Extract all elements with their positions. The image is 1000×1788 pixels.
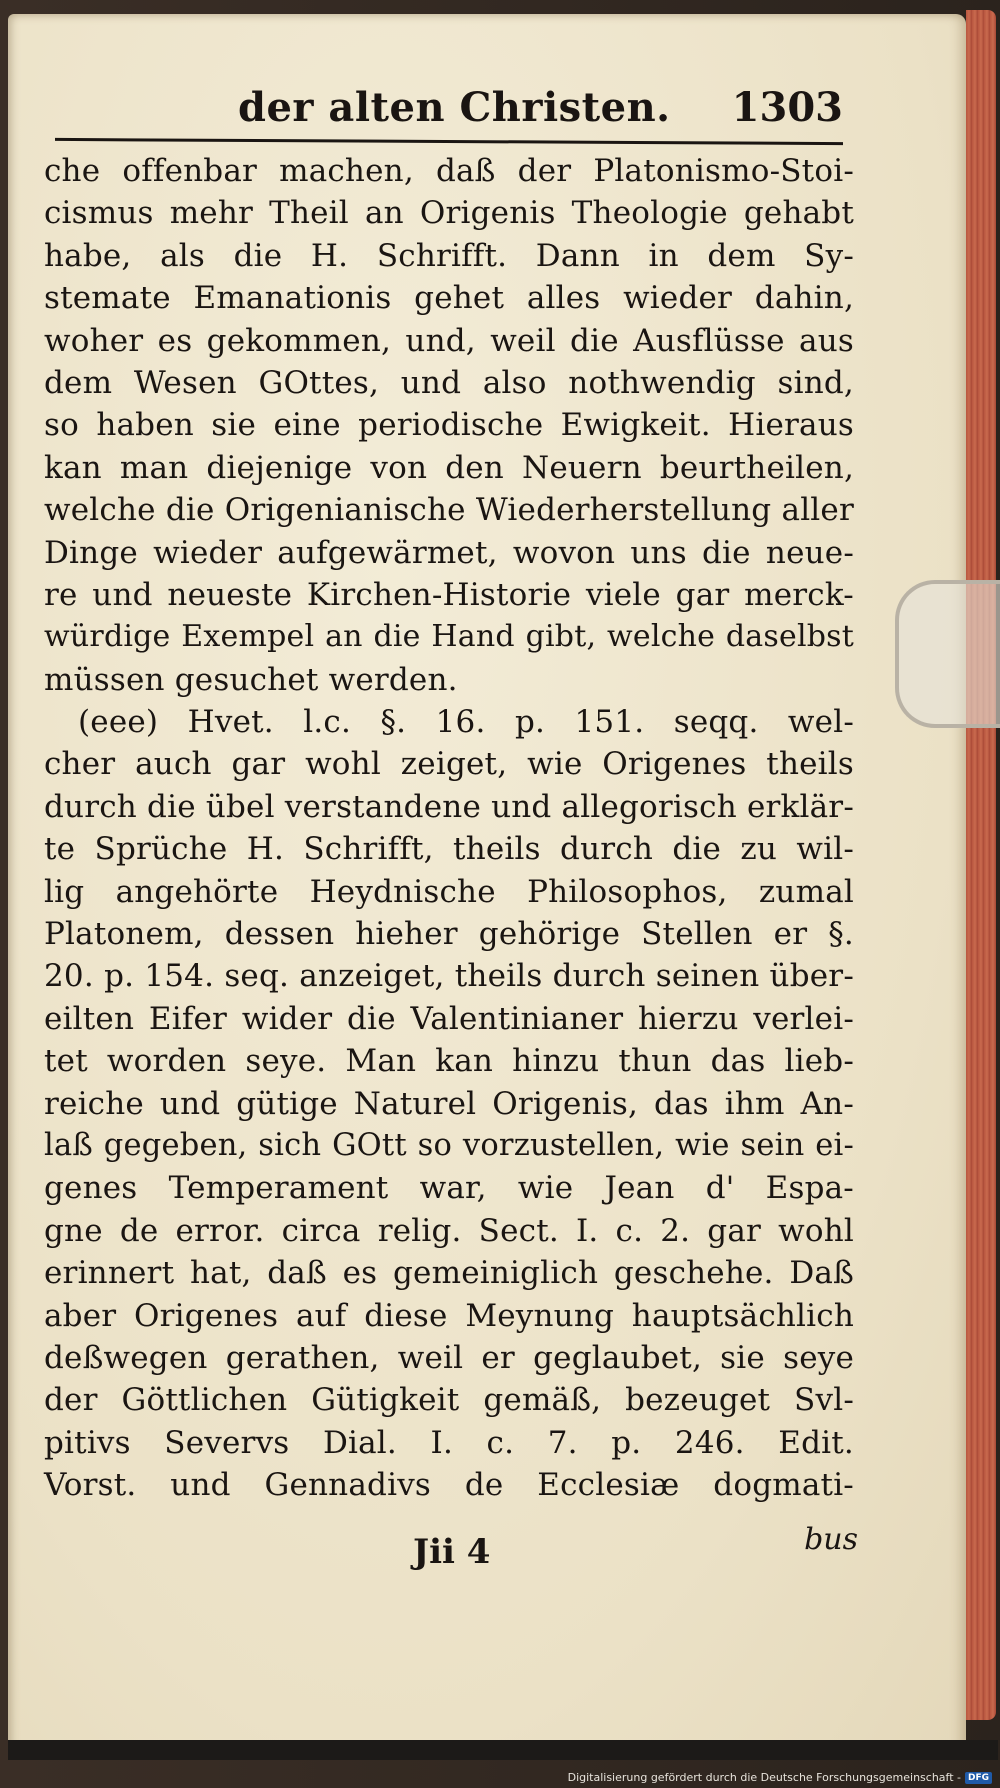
text-line: che offenbar machen, daß der Platonismo-Stoi- [44,153,854,189]
text-line: lig angehörte Heydnische Philosophos, zumal [44,873,854,910]
text-line: dem Wesen GOttes, und also nothwendig sind, [44,364,854,401]
text-line: tet worden seye. Man kan hinzu thun das lieb- [44,1043,854,1080]
text-line: welche die Origenianische Wiederherstellung aller [44,492,854,529]
text-line: erinnert hat, daß es gemeiniglich geschehe. Daß [44,1255,854,1292]
text-line: reiche und gütige Naturel Origenis, das ihm An- [44,1085,854,1122]
page-number: 1303 [731,84,843,131]
page-bottom-shadow [8,1740,998,1760]
credit-text: Digitalisierung gefördert durch die Deutsche Forschungsgemeinschaft - [567,1771,961,1784]
text-line: durch die übel verstandene und allegorisch erklär- [44,788,854,825]
text-line: laß gegeben, sich GOtt so vorzustellen, wie sein ei- [44,1127,854,1163]
text-line: te Sprüche H. Schrifft, theils durch die zu wil- [44,831,854,868]
text-line: so haben sie eine periodische Ewigkeit. Hieraus [44,407,854,444]
text-line: der Göttlichen Gütigkeit gemäß, bezeuget Svl- [44,1382,854,1419]
catchword: bus [804,1522,858,1557]
footnote-start-line: (eee) Hvet. l.c. §. 16. p. 151. seqq. wel- [78,704,854,741]
page-clip [895,580,1000,728]
text-line: deßwegen gerathen, weil er geglaubet, sie seye [44,1339,854,1376]
text-line: pitivs Severvs Dial. I. c. 7. p. 246. Edit. [44,1424,854,1461]
text-line: Platonem, dessen hieher gehörige Stellen er §. [44,916,854,953]
text-line: habe, als die H. Schrifft. Dann in dem Sy- [44,237,854,274]
text-line: cismus mehr Theil an Origenis Theologie gehabt [44,195,854,232]
page-edge [966,10,996,1720]
text-line: würdige Exempel an die Hand gibt, welche daselbst [44,619,854,655]
text-line: gne de error. circa relig. Sect. I. c. 2. gar wohl [44,1212,854,1249]
page-header [48,84,843,142]
text-line: cher auch gar wohl zeiget, wie Origenes theils [44,746,854,783]
text-line: kan man diejenige von den Neuern beurtheilen, [44,449,854,486]
body-text [44,150,854,1507]
dfg-logo-icon: DFG [965,1772,992,1784]
digitization-credit [568,1771,992,1784]
text-line: genes Temperament war, wie Jean d' Espa- [44,1170,854,1207]
text-line: woher es gekommen, und, weil die Ausflüsse aus [44,322,854,359]
text-line: stemate Emanationis gehet alles wieder dahin, [44,280,854,317]
text-line: Vorst. und Gennadivs de Ecclesiæ dogmati- [44,1467,854,1504]
page-footer [48,1522,858,1582]
text-line: aber Origenes auf diese Meynung hauptsächlich [44,1297,854,1334]
text-line: müssen gesuchet werden. [44,661,458,698]
text-line: Dinge wieder aufgewärmet, wovon uns die neue- [44,534,854,571]
text-line: 20. p. 154. seq. anzeiget, theils durch seinen über- [44,958,854,995]
running-head: der alten Christen. [238,84,671,131]
signature-mark: Jii 4 [413,1532,491,1572]
text-line: re und neueste Kirchen-Historie viele gar merck- [44,576,854,613]
text-line: eilten Eifer wider die Valentinianer hierzu verlei- [44,1000,854,1037]
